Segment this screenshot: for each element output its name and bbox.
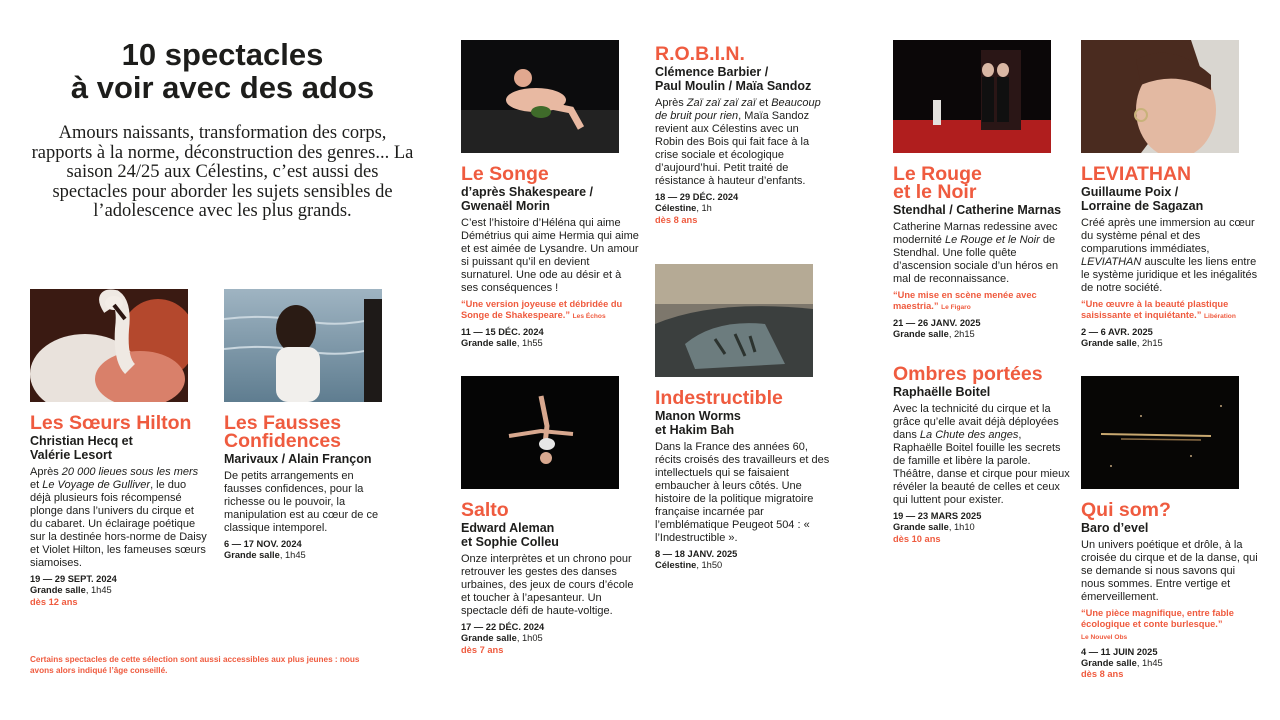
show-description: C’est l’histoire d’Héléna qui aime Démétrius qui aime Hermia qui aime et est aimée de Lysandre. Un amour si puissant qu’il en devient surnaturel. Une ode au désir et à ses conséquences !	[461, 217, 639, 294]
show-dates: 19 — 23 MARS 2025	[893, 511, 982, 521]
show-dates: 19 — 29 SEPT. 2024	[30, 574, 117, 584]
show-venue: Grande salle, 1h45	[30, 585, 112, 596]
show-title: Les Sœurs Hilton	[30, 412, 192, 434]
rouge-photo	[893, 40, 1051, 153]
show-description: Après Zaï zaï zaï zaï et Beaucoup de bruit pour rien, Maïa Sandoz revient aux Célestins avec un Robin des Bois qui fait face à la crise sociale et écologique d’aujourd’hui. Petit traité de résistance à hauteur d’enfants.	[655, 97, 821, 187]
show-card-robin[interactable]	[655, 45, 835, 226]
salto-photo	[461, 376, 619, 489]
show-age: dès 7 ans	[461, 644, 504, 655]
show-age: dès 8 ans	[655, 214, 698, 225]
show-card-qui-som[interactable]	[1081, 376, 1261, 681]
car-photo	[655, 264, 813, 377]
show-card-salto[interactable]	[461, 376, 639, 656]
show-credits: Clémence Barbier / Paul Moulin / Maïa Sandoz	[655, 65, 812, 93]
show-age: dès 12 ans	[30, 596, 78, 607]
show-description: Un univers poétique et drôle, à la croisée du cirque et de la danse, qui se demande si nous savons qui nous sommes. Entre vertige et émerveillement.	[1081, 539, 1258, 603]
show-description: Avec la technicité du cirque et la grâce qu’elle avait déjà déployées dans La Chute des anges, Raphaëlle Boitel fouille les secrets de famille et libère la parole. Théâtre, danse et cirque pour mieux révéler la beauté de celles et ceux qui luttent pour exister.	[893, 403, 1070, 506]
show-venue: Grande salle, 1h55	[461, 337, 543, 348]
title-line-2: à voir avec des ados	[70, 70, 375, 105]
show-card-ombres-portees[interactable]	[893, 365, 1073, 545]
show-description: Catherine Marnas redessine avec modernité Le Rouge et le Noir de Stendhal. Une folle quête d’ascension sociale d’un héros en mal de reconnaissance.	[893, 221, 1059, 285]
show-description: De petits arrangements en fausses confidences, pour la richesse ou le pouvoir, la manipulation est au cœur de ce classique intemporel.	[224, 470, 379, 534]
show-card-le-songe[interactable]	[461, 40, 639, 349]
show-title: LEVIATHAN	[1081, 163, 1192, 185]
show-title: Ombres portées	[893, 363, 1043, 385]
show-dates: 17 — 22 DÉC. 2024	[461, 622, 545, 632]
show-dates: 18 — 29 DÉC. 2024	[655, 192, 739, 202]
show-dates: 21 — 26 JANV. 2025	[893, 317, 981, 328]
show-venue: Grande salle, 1h45	[224, 550, 306, 561]
show-quote: “Une version joyeuse et débridée du Songe de Shakespeare.” Les Échos	[461, 299, 623, 321]
show-title: R.O.B.I.N.	[655, 43, 745, 65]
show-title: Le Rouge et le Noir	[893, 163, 982, 203]
show-credits: Guillaume Poix / Lorraine de Sagazan	[1081, 185, 1204, 213]
flamingo-photo	[30, 289, 188, 402]
show-age: dès 8 ans	[1081, 669, 1124, 680]
show-title: Salto	[461, 499, 509, 521]
show-card-fausses-confidences[interactable]	[224, 289, 389, 562]
show-credits: Marivaux / Alain Françon	[224, 452, 372, 466]
show-credits: Raphaëlle Boitel	[893, 385, 991, 399]
title-line-1: 10 spectacles	[121, 37, 324, 72]
show-description: Onze interprètes et un chrono pour retrouver les gestes des danses urbaines, des jeux de cours d’école et toucher à l’apesanteur. Un spectacle défi de haute-voltige.	[461, 553, 634, 617]
show-credits: Baro d’evel	[1081, 521, 1149, 535]
show-description: Dans la France des années 60, récits croisés des travailleurs et des intellectuels qui se faisaient embaucher à leurs côtés. Une histoire de la politique migratoire française incarnée par l’emblématique Peugeot 504 : « l’Indestructible ».	[655, 441, 830, 544]
show-card-leviathan[interactable]	[1081, 40, 1261, 349]
show-dates: 4 — 11 JUIN 2025	[1081, 646, 1158, 657]
page-title	[30, 38, 415, 104]
show-venue: Célestine, 1h50	[655, 560, 723, 571]
show-card-rouge-et-noir[interactable]	[893, 40, 1073, 340]
show-venue: Grande salle, 1h05	[461, 633, 543, 644]
songe-photo	[461, 40, 619, 153]
show-venue: Grande salle, 2h15	[893, 328, 975, 339]
show-title: Indestructible	[655, 387, 783, 409]
show-venue: Célestine, 1h	[655, 203, 712, 214]
show-dates: 8 — 18 JANV. 2025	[655, 549, 738, 559]
show-title: Qui som?	[1081, 499, 1171, 521]
show-dates: 11 — 15 DÉC. 2024	[461, 326, 544, 337]
show-credits: Manon Worms et Hakim Bah	[655, 409, 741, 437]
show-quote: “Une pièce magnifique, entre fable écologique et conte burlesque.” Le Nouvel Obs	[1081, 608, 1234, 641]
show-description: Après 20 000 lieues sous les mers et Le Voyage de Gulliver, le duo déjà plusieurs fois récompensé plonge dans l’univers du cirque et du cabaret. Un éclairage poétique sur la destinée hors-norme de Daisy et Violet Hilton, les fameuses sœurs siamoises.	[30, 466, 207, 569]
leviathan-photo	[1081, 40, 1239, 153]
show-credits: Christian Hecq et Valérie Lesort	[30, 434, 133, 462]
show-age: dès 10 ans	[893, 533, 941, 544]
show-credits: Edward Aleman et Sophie Colleu	[461, 521, 559, 549]
show-card-soeurs-hilton[interactable]	[30, 289, 208, 608]
show-quote: “Une mise en scène menée avec maestria.” Le Figaro	[893, 290, 1037, 312]
show-venue: Grande salle, 1h10	[893, 522, 975, 533]
show-description: Créé après une immersion au cœur du système pénal et des comparutions immédiates, LEVIATHAN ausculte les liens entre le système juridique et les inégalités de notre société.	[1081, 217, 1258, 294]
show-dates: 2 — 6 AVR. 2025	[1081, 326, 1153, 337]
footnote: Certains spectacles de cette sélection sont aussi accessibles aux plus jeunes : nous avons alors indiqué l’âge conseillé.	[30, 655, 360, 675]
water-photo	[224, 289, 382, 402]
show-card-indestructible[interactable]	[655, 264, 835, 572]
show-dates: 6 — 17 NOV. 2024	[224, 539, 302, 549]
show-credits: d’après Shakespeare / Gwenaël Morin	[461, 185, 594, 213]
show-venue: Grande salle, 1h45	[1081, 658, 1163, 669]
show-credits: Stendhal / Catherine Marnas	[893, 203, 1062, 217]
show-quote: “Une œuvre à la beauté plastique saisissante et inquiétante.” Libération	[1081, 299, 1236, 321]
show-venue: Grande salle, 2h15	[1081, 337, 1163, 348]
show-title: Les Fausses Confidences	[224, 412, 342, 452]
quisom-photo	[1081, 376, 1239, 489]
show-title: Le Songe	[461, 163, 549, 185]
intro-text: Amours naissants, transformation des corps, rapports à la norme, déconstruction des genres... La saison 24/25 aux Célestins, c’est aussi des spectacles pour aborder les sujets sensibles de l’adolescence avec les plus grands.	[31, 123, 414, 221]
